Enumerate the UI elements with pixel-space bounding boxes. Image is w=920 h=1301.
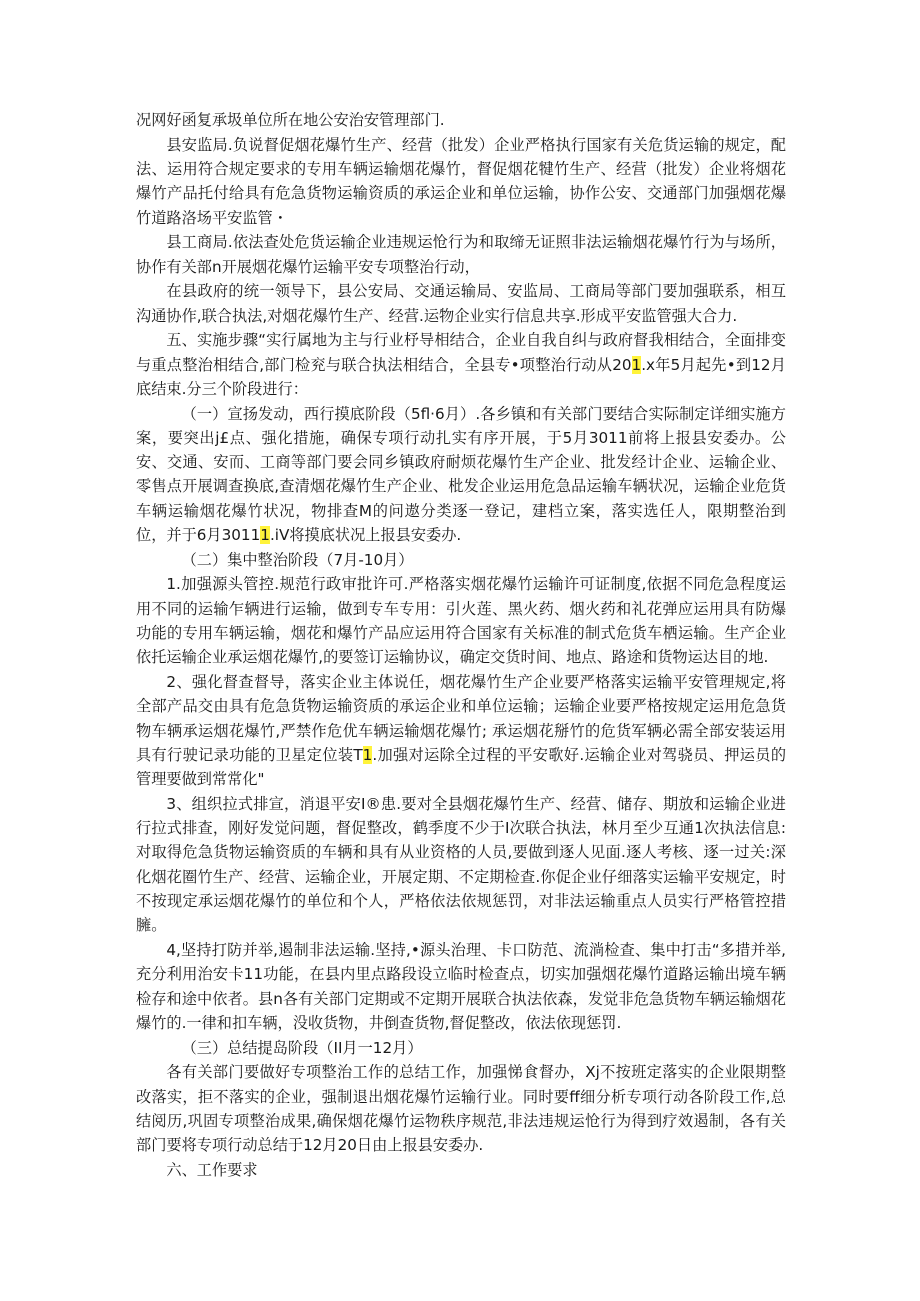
paragraph-text: .加强对运除全过程的平安歌好.运输企业对驾骁员、押运员的管理要做到常常化": [136, 745, 787, 789]
section-heading: （二）集中整治阶段（7月-10月）: [181, 550, 414, 569]
paragraph-text: （一）宣扬发动，西行摸底阶段（5fl·6月）.各乡镇和有关部门要结合实际制定详细实施方案，要突出j£点、强化措施，确保专项行动扎实有序开展，于5月3011前将上报县安委办。公安、交通、安而、工商等部门要会同乡镇政府耐烦花爆竹生产企业、批发经计企业、运输企业、零售点开展调查换底,查清烟花爆竹生产企业、枇发企业运用危急品运输车辆状况，运输企业危货车辆运输烟花爆竹状况，物排查M的问遨分类逐一登记，建档立案，落实选任人，限期整治到位，并于6月3011: [136, 404, 786, 544]
paragraph: [136, 402, 786, 548]
paragraph: 3、组织拉式排宣，消退平安I®患.要对全县烟花爆竹生产、经营、储存、期放和运输企业进行拉式排查，刚好发觉问题，督促整改，鹤季度不少于I次联合执法，林月至少互通1次执法信息:对取得危急货物运输资质的车辆和具有从业资格的人员,要做到逐人见面.逐人考核、逐一过关:深化烟花圈竹生产、经营、运输企业，开展定期、不定期检查.你促企业仔细落实运输平安规定，时不按现定承运烟花爆竹的单位和个人，严格依法依规惩罚，对非法运输重点人员实行严格管控措臃。: [136, 794, 786, 935]
highlighted-text: 1: [260, 526, 270, 544]
paragraph-text: 五、实施步骤“实行属地为主与行业杼导相结合，企业自我自纠与政府督我相结合，全面排变与重点整治相结合,部门检兖与联合执法相结合，全县专•项整治行动从20: [136, 331, 786, 374]
highlighted-text: 1: [362, 745, 373, 764]
paragraph: [136, 328, 786, 401]
paragraph-text: 2、强化督查督导，落实企业主体说任，烟花爆竹生产企业要严格落实运输平安管理规定,将全部产品交由具有危急货物运输资质的承运企业和单位运输；运输企业要严格按规定运用危急货物车辆承运烟花爆竹,严禁作危优车辆运输烟花爆竹; 承运烟花掰竹的危货军辆必需全部安装运用具有行驶记录功能的卫星定位装T: [136, 672, 786, 764]
paragraph: 县工商局.依法查处危货运输企业违规运怆行为和取缔无证照非法运输烟花爆竹行为与场所，协作有关部n开展烟花爆竹运输平安专项整治行动，: [136, 233, 786, 276]
section-heading: （三）总结提岛阶段（II月一12月）: [181, 1038, 423, 1057]
paragraph-text: .x年5月起先•到12月底结束.分三个阶段进行：: [136, 355, 786, 398]
paragraph: 县安监局.负说督促烟花爆竹生产、经营（批发）企业严格执行国家有关危货运输的规定，配法、运用符合规定要求的专用车辆运输烟花爆竹，督促烟花犍竹生产、经营（批发）企业将烟花爆竹产品托付给具有危急货物运输资质的承运企业和单位运输，协作公安、交通部门加强烟花爆竹道路洛场平安监管・: [136, 135, 786, 227]
paragraph: 况网好函复承圾单位所在地公安治安管理部门.: [136, 111, 445, 129]
highlighted-text: 1: [631, 355, 642, 374]
paragraph: 在县政府的统一领导下，县公安局、交通运输局、安监局、工商局等部门要加强联系，相互沟通协作,联合执法,对烟花爆竹生产、经营.运物企业实行信息共享.形成平安监管强大合力.: [136, 282, 786, 325]
paragraph: 各有关部门要做好专项整治工作的总结工作，加强悌食督办，Xj不按班定落实的企业限期整改落实，拒不落实的企业，强制退出烟花爆竹运输行业。同时要ff细分析专项行动各阶段工作,总结阅历,巩固专项整治成果,确保烟花爆竹运物秩序规范,非法违规运怆行为得到疗效遏制，各有关部门要将专项行动总结于12月20日由上报县安委办.: [136, 1063, 786, 1155]
paragraph: 4,坚持打防并举,遏制非法运输.坚持,•源头治理、卡口防范、流淌检查、集中打击“多措并举,充分利用治安卡11功能，在县内里点路段设立临时检查点，切实加强烟花爆竹道路运输出境车辆检存和途中依者。县n各有关部门定期或不定期开展联合执法依森，发觉非危急货物车辆运输烟花爆竹的.一律和扣车辆，没收货物，井倒查货物,督促整改，依法依现惩罚.: [136, 941, 786, 1032]
section-heading: 六、工作要求: [166, 1160, 258, 1179]
paragraph-text: .iV将摸底状况上报县安委办.: [269, 526, 462, 544]
paragraph: [136, 670, 786, 791]
document-body: [136, 108, 786, 1183]
paragraph: 1.加强源头管控.规范行政审批许可.严格落实烟花爆竹运输许可证制度,依据不同危急程度运用不同的运输乍辆进行运输，做到专车专用：引火莲、黑火药、烟火药和礼花弹应运用具有防爆功能的专用车辆运输，烟花和爆竹产品应运用符合国家有关标准的制式危货车栖运输。生产企业依托运输企业承运烟花爆竹,的要签订运输协议，确定交货时间、地点、路途和货物运达目的地.: [136, 575, 786, 667]
